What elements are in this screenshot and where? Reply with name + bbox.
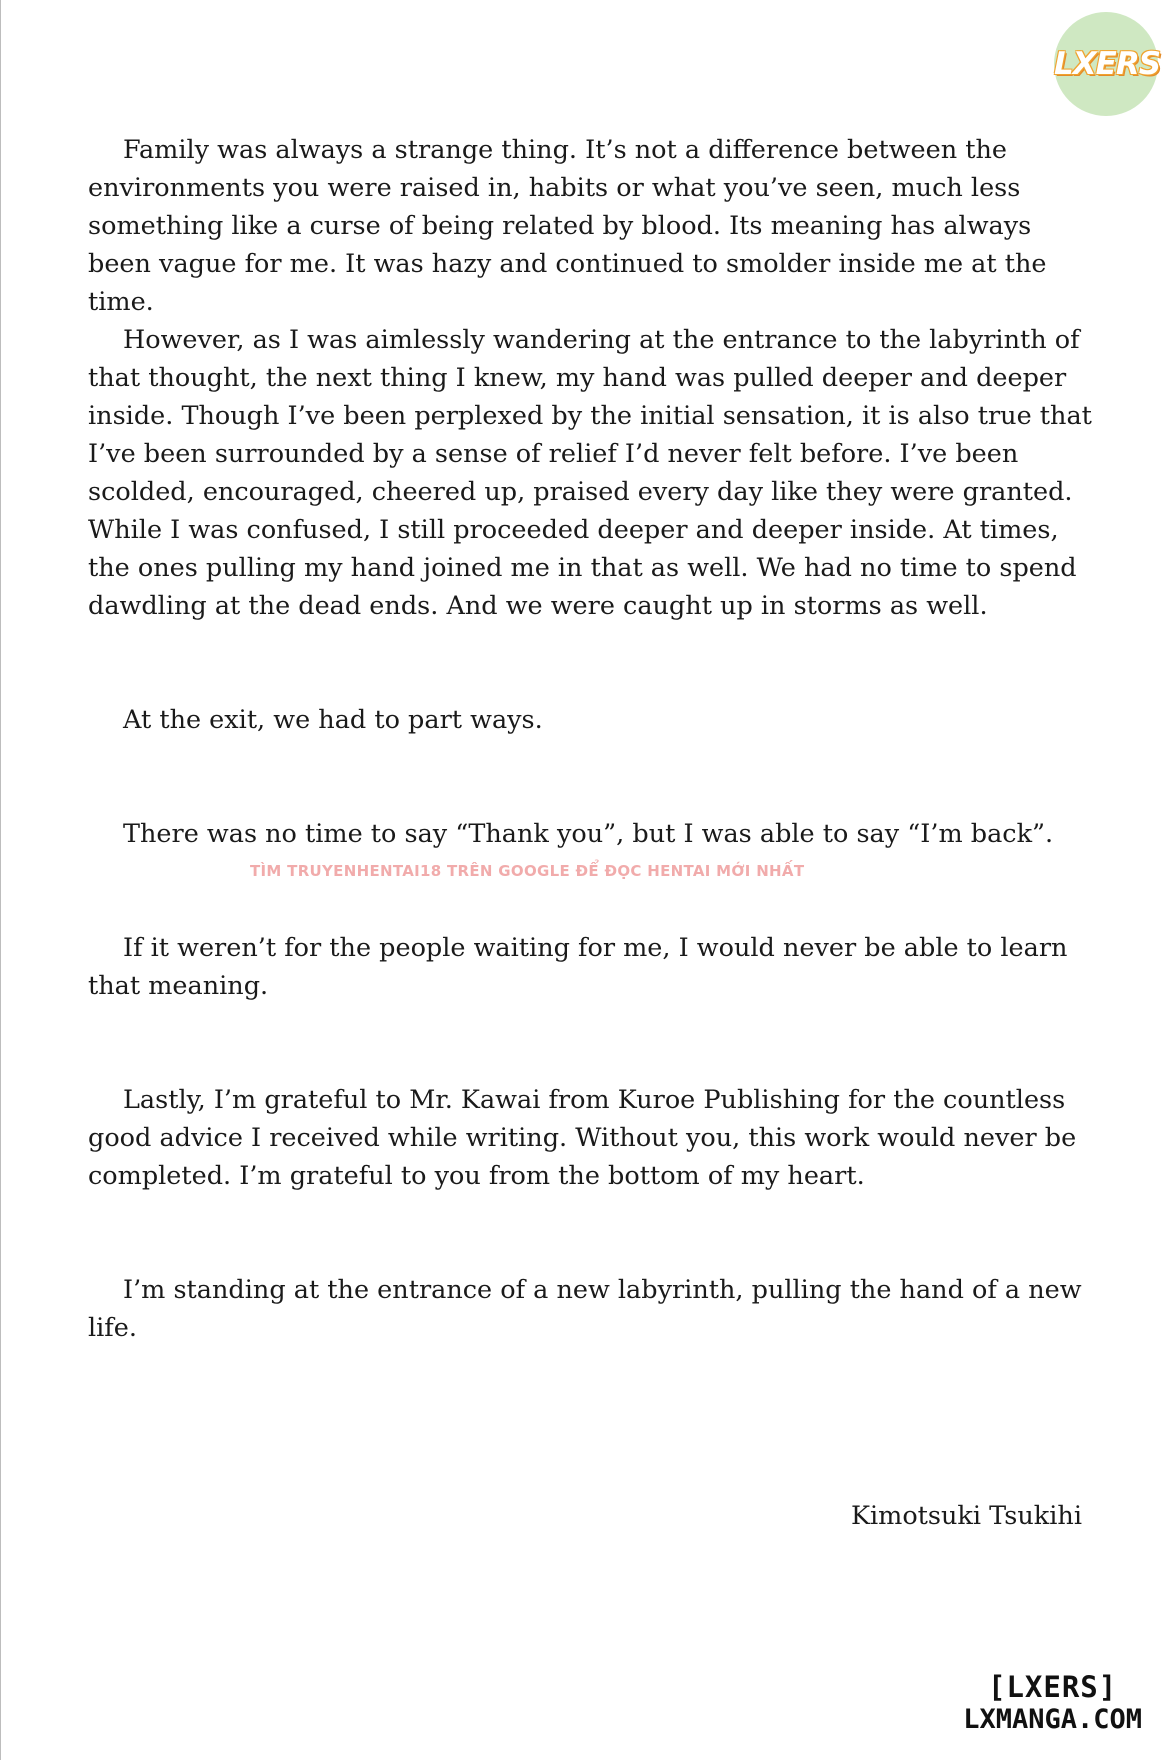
lxers-logo-text: LXERS — [1054, 46, 1161, 82]
footer-site: LXMANGA.COM — [963, 1704, 1142, 1735]
paragraph-new-labyrinth: I’m standing at the entrance of a new labyrinth, pulling the hand of a new life. — [88, 1275, 1082, 1343]
paragraph-exit: At the exit, we had to part ways. — [123, 705, 543, 735]
paragraph-labyrinth: However, as I was aimlessly wandering at the entrance to the labyrinth of that thought, the next thing I knew, my hand was pulled deeper and deeper inside. Though I’ve been perplexed by the initial sensation, it is also true that I’ve been surrounded by a sense of relief I’d never felt before. I’ve been scolded, encouraged, cheered up, praised every day like they were granted. While I was confused, I still proceeded deeper and deeper inside. At times, the ones pulling my hand joined me in that as well. We had no time to spend dawdling at the dead ends. And we were caught up in storms as well. — [88, 325, 1092, 621]
paragraph-thank-you: There was no time to say “Thank you”, but I was able to say “I’m back”. — [123, 819, 1054, 849]
lxers-logo-badge — [1054, 12, 1161, 116]
page-edge — [0, 0, 1, 1760]
paragraph-people-waiting: If it weren’t for the people waiting for me, I would never be able to learn that meaning. — [88, 933, 1068, 1001]
paragraph-acknowledgement: Lastly, I’m grateful to Mr. Kawai from Kuroe Publishing for the countless good advice I received while writing. Without you, this work would never be completed. I’m grateful to you from the bottom of my heart. — [88, 1085, 1077, 1191]
paragraph-family: Family was always a strange thing. It’s not a difference between the environments you were raised in, habits or what you’ve seen, much less something like a curse of being related by blood. Its meaning has always been vague for me. It was hazy and continued to smolder inside me at the time. — [88, 135, 1047, 317]
overlay-watermark: TÌM TRUYENHENTAI18 TRÊN GOOGLE ĐỂ ĐỌC HENTAI MỚI NHẤT — [250, 862, 805, 880]
author-signature: Kimotsuki Tsukihi — [850, 1501, 1082, 1531]
footer-brand: [LXERS] — [987, 1670, 1118, 1704]
footer-watermark — [963, 1670, 1142, 1736]
afterword-body — [88, 131, 1098, 1347]
